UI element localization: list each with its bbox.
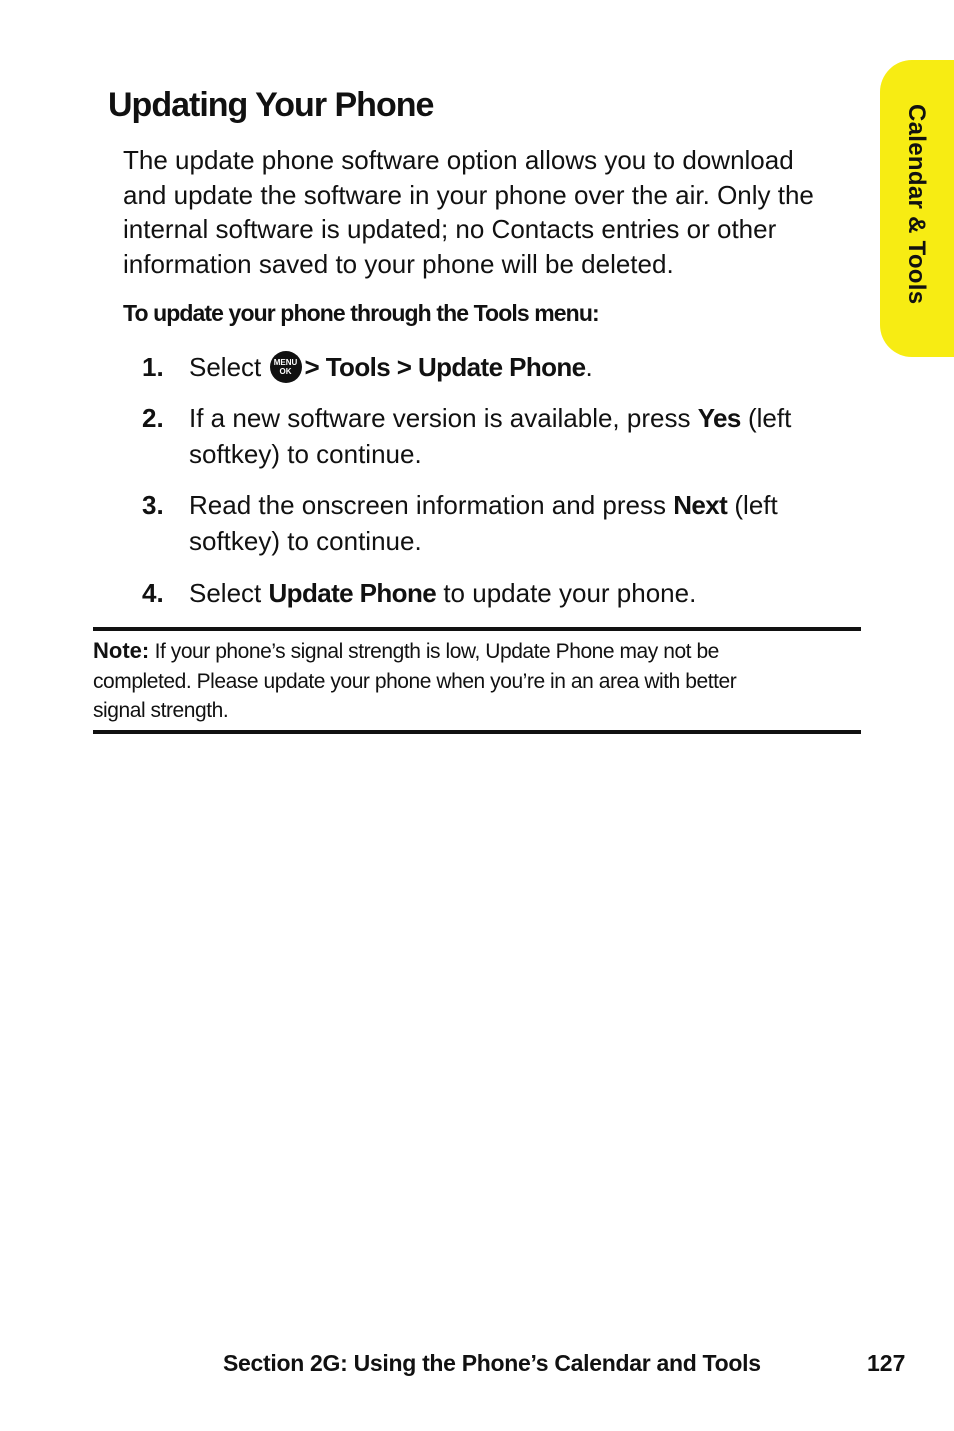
- step-text: to update your phone.: [443, 578, 697, 608]
- step-line: softkey) to continue.: [189, 526, 422, 556]
- note-line-text: If your phone’s signal strength is low, Update Phone may not be: [154, 640, 719, 663]
- step-text: Read the onscreen information and press: [189, 490, 666, 520]
- intro-line: The update phone software option allows you to download: [123, 145, 794, 175]
- step-text: (left: [747, 403, 792, 433]
- step-text: Select: [189, 352, 262, 382]
- footer-page-number: 127: [867, 1350, 906, 1376]
- note-line: [93, 636, 861, 667]
- softkey-label: Next: [673, 490, 728, 520]
- step-line: [189, 349, 829, 385]
- step-number: 4.: [142, 578, 164, 608]
- page-title: Updating Your Phone: [108, 86, 434, 124]
- intro-line: information saved to your phone will be deleted.: [123, 248, 674, 279]
- step-line: [189, 575, 829, 611]
- ok-key-label: OK: [279, 367, 292, 376]
- step-text: (left: [734, 490, 778, 520]
- menu-path: > Tools > Update Phone: [304, 352, 586, 382]
- step-line: [189, 400, 829, 436]
- step-body: [189, 400, 829, 472]
- step-number: 1.: [142, 352, 164, 382]
- softkey-label: Yes: [697, 403, 741, 433]
- step-text: If a new software version is available, press: [189, 403, 691, 433]
- note-label: Note:: [93, 638, 150, 663]
- procedure-subhead: To update your phone through the Tools menu:: [123, 300, 599, 326]
- intro-paragraph: [123, 143, 848, 281]
- step-body: [189, 487, 829, 559]
- step-text: Select: [189, 578, 262, 608]
- menu-key-label: MENU: [273, 358, 298, 367]
- note-text: [93, 631, 861, 726]
- step-line: [189, 487, 829, 523]
- step-body: [189, 575, 829, 611]
- step-line: softkey) to continue.: [189, 439, 422, 469]
- side-tab-label: Calendar & Tools: [903, 104, 930, 305]
- step-body: [189, 349, 829, 385]
- note-box: [93, 627, 861, 734]
- intro-line: and update the software in your phone over the air. Only the: [123, 179, 814, 210]
- step-number: 3.: [142, 490, 164, 520]
- menu-ok-key-icon: [270, 351, 302, 383]
- step-text: .: [585, 352, 593, 382]
- intro-line: internal software is updated; no Contacts entries or other: [123, 214, 777, 244]
- menu-option-label: Update Phone: [268, 578, 437, 608]
- step-number: 2.: [142, 403, 164, 433]
- section-side-tab: [880, 60, 954, 357]
- footer-section-title: Section 2G: Using the Phone’s Calendar and Tools: [223, 1350, 761, 1376]
- note-line: completed. Please update your phone when you’re in an area with better: [93, 669, 737, 693]
- note-line: signal strength.: [93, 699, 229, 722]
